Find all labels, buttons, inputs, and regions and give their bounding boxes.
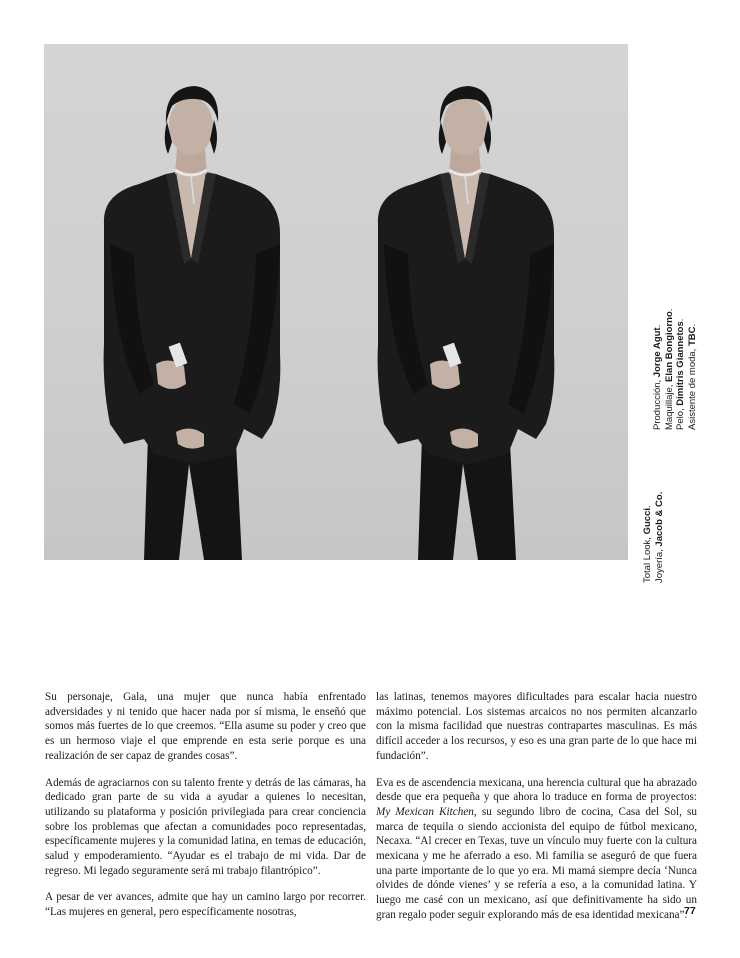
credit-production (652, 309, 698, 430)
credit-hair-line: Pelo, Dimitris Giannetos. (675, 318, 686, 430)
credit-production-line: Producción, Jorge Agut. (652, 324, 663, 430)
paragraph: Eva es de ascendencia mexicana, una herencia cultural que ha abrazado desde que era pequeña y que ahora lo traduce en forma de proyectos: My Mexican Kitchen, su segundo libro de cocina, Casa del Sol, su marca de tequila o siendo accionista del equipo de fútbol mexicano, Necaxa. “Al crecer en Texas, tuve un vínculo muy fuerte con la cultura mexicana y me he aferrado a eso. Mi familia se aseguró de que fuera una parte importante de lo que yo era. Mi mamá siempre decía ‘Nunca olvides de dónde vienes’ y se refería a eso, a la comunidad latina. Y luego me casé con un mexicano, así que definitivamente ha sido un gran regalo poder seguir explorando más de esa identidad mexicana”. (376, 776, 698, 921)
article-column-right (376, 690, 697, 935)
book-title: My Mexican Kitchen (376, 805, 474, 818)
credit-assistant-line: Asistente de moda, TBC. (686, 323, 698, 430)
paragraph: Su personaje, Gala, una mujer que nunca había enfrentado adversidades y ni tenido que hacer nada por sí misma, le enseñó que somos más fuertes de lo que creemos. “Ella asume su poder y creo que es un hermoso viaje el que emprende en esta serie porque es una realización de ser capaz de grandes cosas”. (45, 691, 366, 762)
paragraph: Además de agraciarnos con su talento frente y detrás de las cámaras, ha dedicado gran parte de su vida a ayudar a quienes lo necesitan, utilizando su plataforma y posición privilegiada para crear conciencia sobre los problemas que afectan a comunidades poco representadas, específicamente mujeres y la comunidad latina, en temas de educación, salud y empoderamiento. “Ayudar es el trabajo de mi vida. Dar de regreso. Mi legado seguramente será mi trabajo filantrópico”. (45, 776, 366, 877)
paragraph: A pesar de ver avances, admite que hay un camino largo por recorrer. “Las mujeres en general, pero específicamente nosotras, (45, 891, 366, 919)
credit-jewelry-line: Joyería, Jacob & Co. (653, 491, 665, 583)
fashion-photo (44, 44, 628, 560)
credit-styling (642, 492, 665, 583)
photo-illustration (44, 44, 628, 560)
credit-look-line: Total Look, Gucci. (642, 505, 653, 583)
credit-look-brand: Gucci (642, 508, 653, 535)
credit-makeup-line: Maquillaje, Elan Bongiorno. (663, 308, 675, 430)
article-column-left (45, 690, 366, 932)
paragraph: las latinas, tenemos mayores dificultades para escalar hacia nuestro máximo potencial. Los sistemas arcaicos no nos permiten alcanzarlo con la misma facilidad que nuestras contrapartes masculinas. Es más difícil acceder a los recursos, y eso es una gran parte de lo que hace mi fundación”. (376, 691, 697, 762)
credit-jewelry-brand: Jacob & Co. (653, 491, 665, 547)
page-number: 77 (684, 905, 696, 917)
